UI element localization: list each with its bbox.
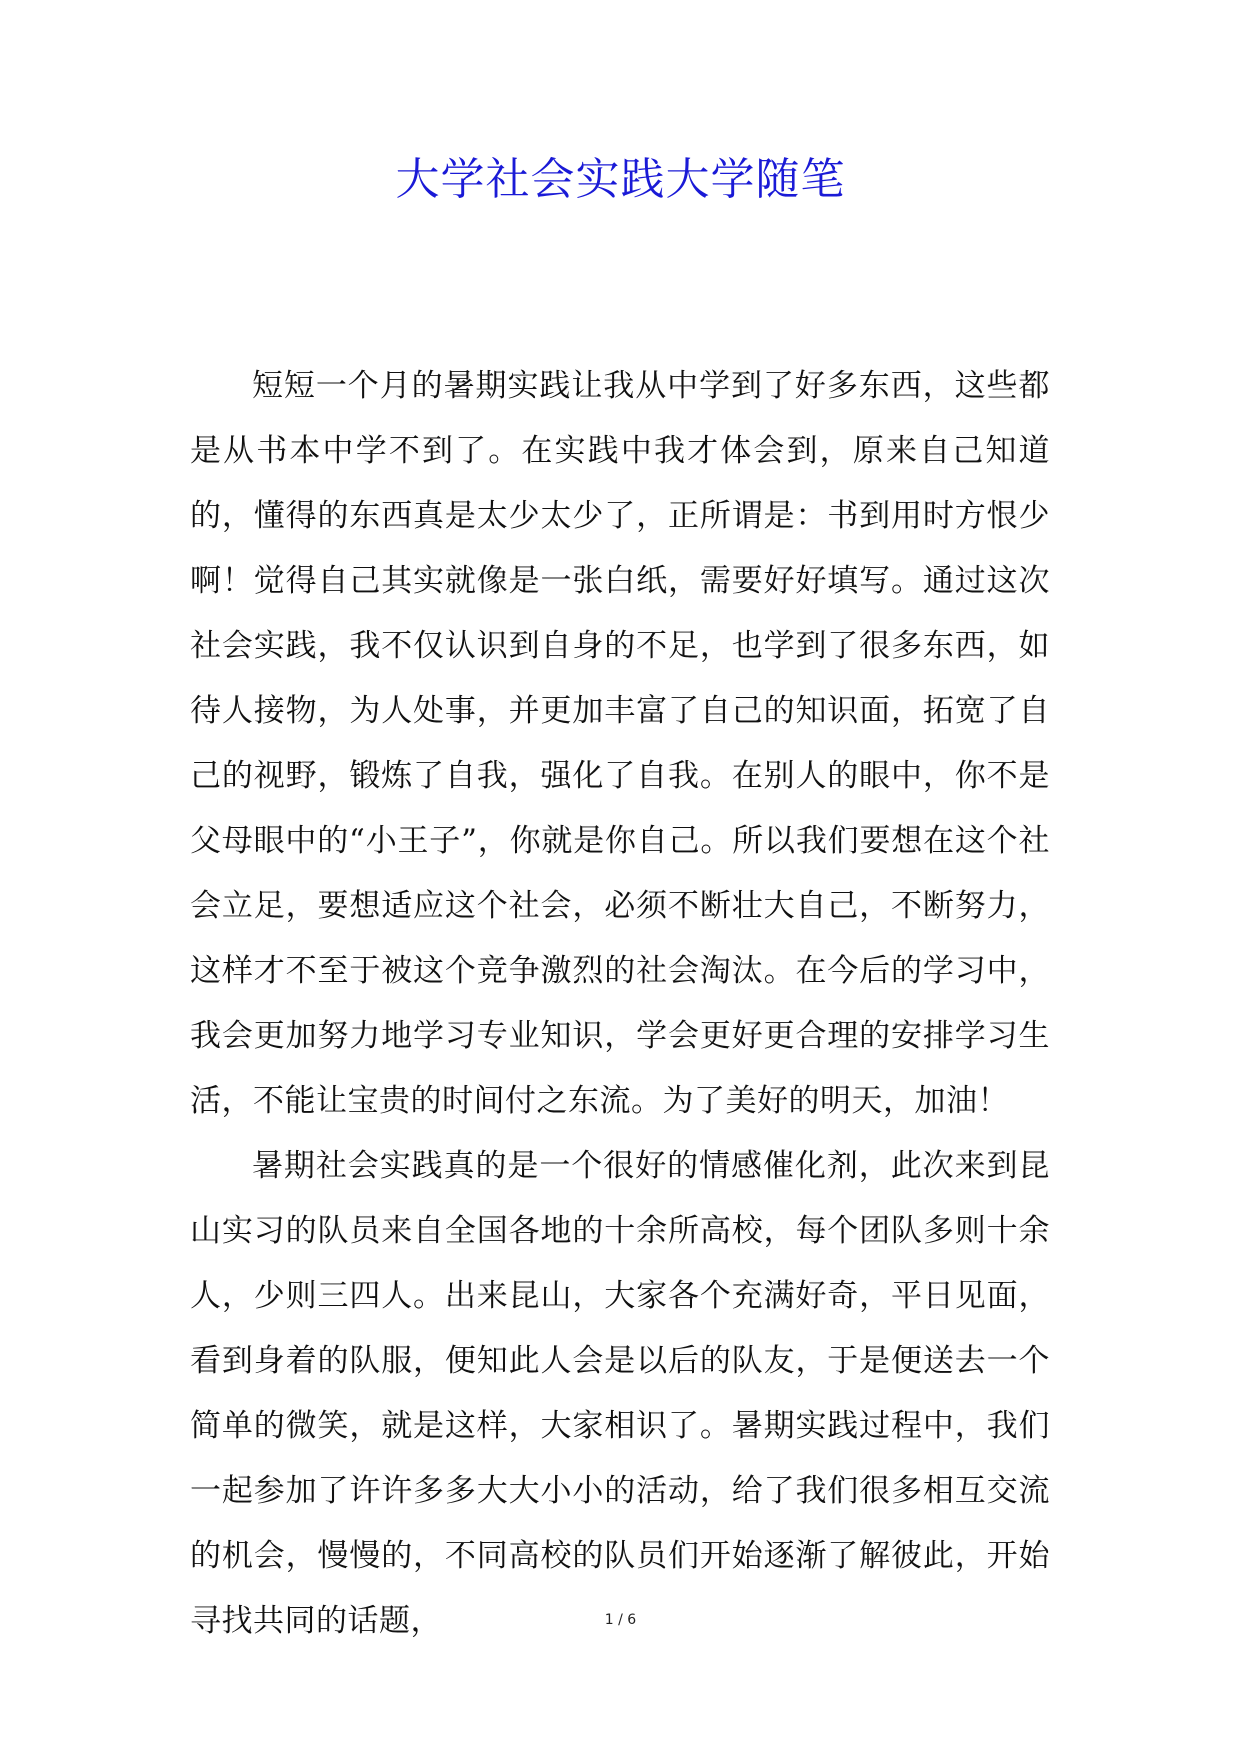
document-title: 大学社会实践大学随笔	[395, 154, 846, 205]
page-number: 1 / 6	[604, 1612, 637, 1628]
paragraph-2: 暑期社会实践真的是一个很好的情感催化剂，此次来到昆山实习的队员来自全国各地的十余所高校，每个团队多则十余人，少则三四人。出来昆山，大家各个充满好奇，平日见面，看到身着的队服，便知此人会是以后的队友，于是便送去一个简单的微笑，就是这样，大家相识了。暑期实践过程中，我们一起参加了许许多多大大小小的活动，给了我们很多相互交流的机会，慢慢的，不同高校的队员们开始逐渐了解彼此，开始寻找共同的话题，	[190, 1148, 1050, 1639]
paragraph-1: 短短一个月的暑期实践让我从中学到了好多东西，这些都是从书本中学不到了。在实践中我才体会到，原来自己知道的，懂得的东西真是太少太少了，正所谓是：书到用时方恨少啊！觉得自己其实就像是一张白纸，需要好好填写。通过这次社会实践，我不仅认识到自身的不足，也学到了很多东西，如待人接物，为人处事，并更加丰富了自己的知识面，拓宽了自己的视野，锻炼了自我，强化了自我。在别人的眼中，你不是父母眼中的“小王子”，你就是你自己。所以我们要想在这个社会立足，要想适应这个社会，必须不断壮大自己，不断努力，这样才不至于被这个竞争激烈的社会淘汰。在今后的学习中，我会更加努力地学习专业知识，学会更好更合理的安排学习生活，不能让宝贵的时间付之东流。为了美好的明天，加油！	[190, 368, 1050, 1119]
document-body	[190, 354, 1050, 1654]
